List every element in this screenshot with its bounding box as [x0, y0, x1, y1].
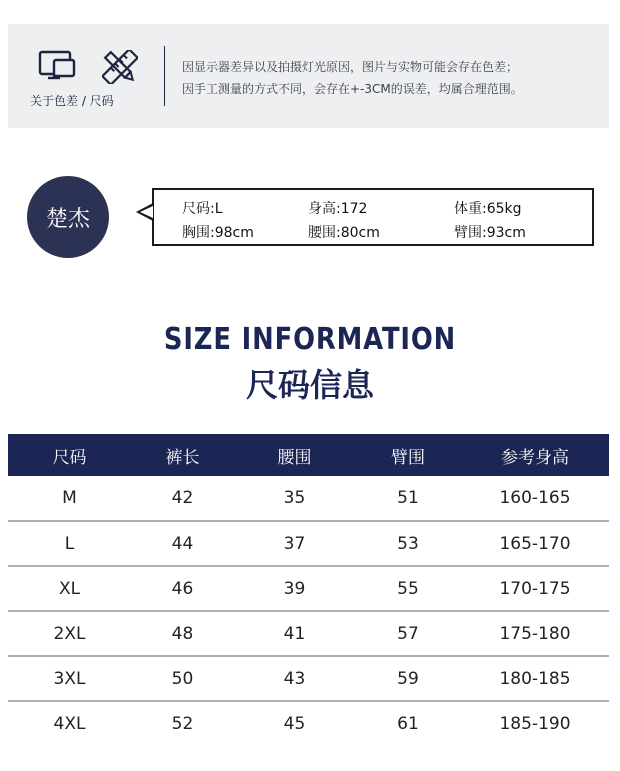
notice-panel	[8, 24, 609, 128]
model-chest: 胸围:98cm	[182, 225, 254, 241]
header-waist: 腰围	[234, 434, 355, 476]
title-english: SIZE INFORMATION	[163, 322, 457, 357]
size-table	[8, 434, 609, 746]
cell-waist: 45	[283, 714, 306, 734]
cell-ref-height: 175-180	[461, 611, 609, 656]
table-row	[8, 611, 609, 656]
header-arm: 臂围	[355, 434, 461, 476]
cell-size: M	[8, 476, 131, 521]
cell-arm: 59	[355, 656, 461, 701]
table-row	[8, 656, 609, 701]
cell-size: XL	[8, 566, 131, 611]
cell-pants-length: 46	[131, 566, 234, 611]
cell-ref-height: 185-190	[499, 714, 571, 734]
cell-waist: 35	[234, 476, 355, 521]
cell-waist: 43	[234, 656, 355, 701]
cell-arm: 53	[355, 521, 461, 566]
model-info-bubble	[152, 188, 594, 246]
cell-size: 3XL	[8, 656, 131, 701]
model-height: 身高:172	[308, 201, 368, 217]
model-weight: 体重:65kg	[454, 201, 522, 217]
cell-pants-length: 52	[171, 714, 194, 734]
cell-arm: 57	[355, 611, 461, 656]
table-header-row	[8, 434, 609, 476]
table-row	[8, 476, 609, 521]
table-row	[8, 566, 609, 611]
cell-pants-length: 48	[131, 611, 234, 656]
notice-divider	[164, 46, 165, 106]
cell-waist: 39	[234, 566, 355, 611]
notice-line-2: 因手工测量的方式不同，会存在+-3CM的误差，均属合理范围。	[182, 82, 523, 96]
cell-ref-height: 180-185	[461, 656, 609, 701]
model-name-badge: 楚杰	[27, 176, 109, 258]
cell-arm: 55	[355, 566, 461, 611]
model-waist: 腰围:80cm	[308, 225, 380, 241]
bubble-tail-inner	[140, 206, 153, 218]
cell-waist: 37	[234, 521, 355, 566]
cell-size: L	[8, 521, 131, 566]
cell-arm: 51	[355, 476, 461, 521]
title-chinese: 尺码信息	[245, 366, 374, 404]
header-size: 尺码	[8, 434, 131, 476]
table-row	[8, 701, 609, 746]
notice-icons	[38, 50, 138, 84]
notice-caption: 关于色差 / 尺码	[30, 94, 114, 108]
header-pants-length: 裤长	[131, 434, 234, 476]
cell-waist: 41	[234, 611, 355, 656]
cell-ref-height: 170-175	[461, 566, 609, 611]
model-size: 尺码:L	[182, 201, 223, 217]
notice-text	[182, 56, 523, 100]
notice-line-1: 因显示器差异以及拍摄灯光原因，图片与实物可能会存在色差；	[182, 60, 519, 74]
cell-size: 4XL	[53, 714, 86, 734]
cell-ref-height: 165-170	[461, 521, 609, 566]
table-row	[8, 521, 609, 566]
cell-pants-length: 44	[131, 521, 234, 566]
cell-size: 2XL	[8, 611, 131, 656]
cell-arm: 61	[397, 714, 419, 734]
cell-ref-height: 160-165	[461, 476, 609, 521]
model-arm: 臂围:93cm	[454, 225, 526, 241]
ruler-pencil-icon	[102, 50, 138, 84]
cell-pants-length: 50	[131, 656, 234, 701]
header-ref-height: 参考身高	[461, 434, 609, 476]
monitor-icon	[38, 50, 78, 84]
cell-pants-length: 42	[131, 476, 234, 521]
